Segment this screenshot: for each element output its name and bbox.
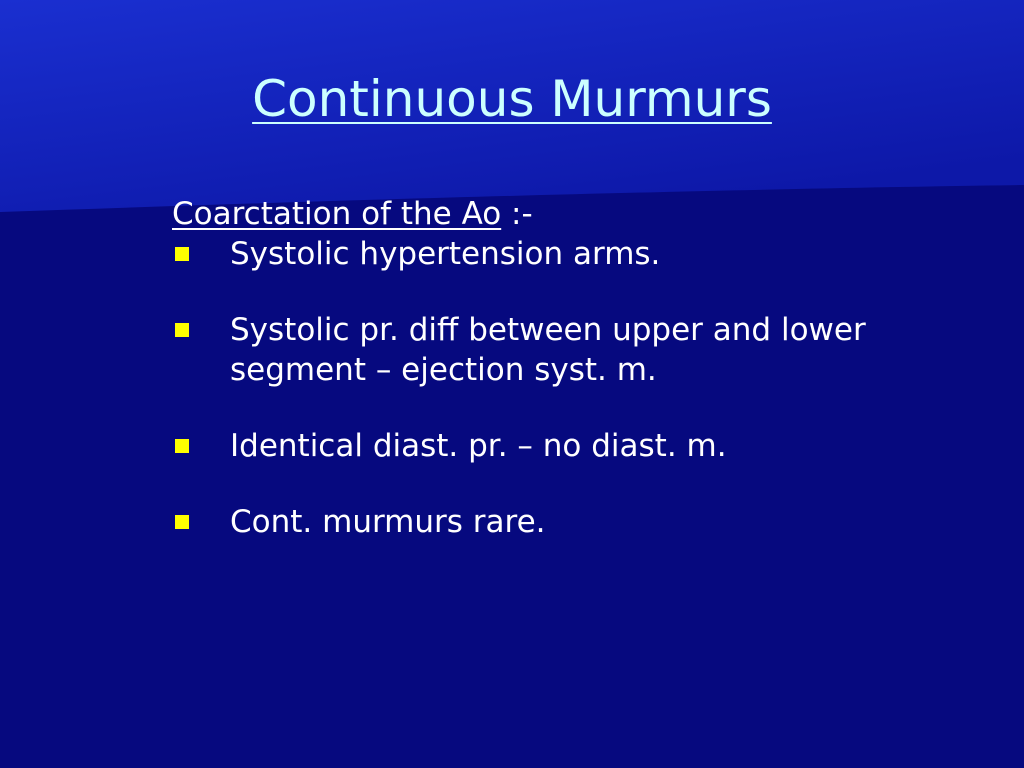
bullet-text: Systolic hypertension arms. [230,236,661,272]
yellow-square-bullet-icon [175,515,189,529]
slide-body [172,194,932,578]
intro-link[interactable]: Coarctation of the Ao [172,196,502,232]
yellow-square-bullet-icon [175,323,189,337]
bullet-text: Systolic pr. diff between upper and lower segment – ejection syst. m. [230,312,866,388]
bullet-item [172,310,932,390]
yellow-square-bullet-icon [175,439,189,453]
intro-line [172,194,932,234]
bullet-text: Identical diast. pr. – no diast. m. [230,428,727,464]
bullet-list [172,234,932,542]
yellow-square-bullet-icon [175,247,189,261]
bullet-item [172,502,932,542]
bullet-item [172,234,932,274]
bullet-text: Cont. murmurs rare. [230,504,546,540]
intro-suffix: :- [501,196,533,232]
slide-title: Continuous Murmurs [252,70,772,128]
bullet-item [172,426,932,466]
